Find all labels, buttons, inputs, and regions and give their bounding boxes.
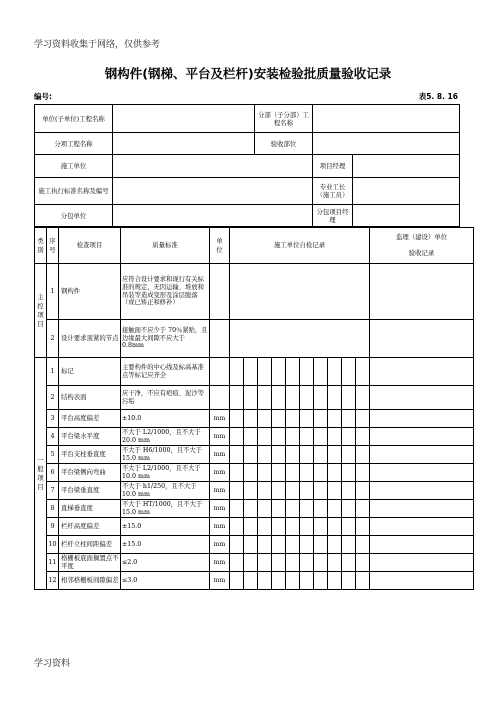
self-check-cell[interactable] [258, 410, 272, 428]
self-check-cell[interactable] [314, 572, 328, 590]
supervisor-record-cell[interactable] [370, 554, 474, 572]
row-quality-standard: 不大于 L2/1000，且不大于 10.0 mm [121, 464, 210, 482]
self-check-cell[interactable] [244, 386, 258, 410]
supervisor-record-cell[interactable] [370, 428, 474, 446]
header-note: 学习资料收集于网络，仅供参考 [34, 40, 161, 50]
self-check-cell[interactable] [244, 572, 258, 590]
value-sub-project[interactable] [313, 105, 460, 133]
self-check-cell[interactable] [342, 358, 356, 386]
main-row [35, 264, 474, 320]
self-check-cell[interactable] [272, 386, 286, 410]
row-seq: 2 [47, 386, 59, 410]
col-self-check: 施工单位自检记录 [230, 228, 370, 264]
row-seq: 3 [47, 410, 59, 428]
inspection-table [34, 227, 474, 590]
label-sub-item-project: 分项工程名称 [35, 133, 113, 155]
self-check-cell[interactable] [258, 500, 272, 518]
row-check-item: 钢构件 [59, 264, 121, 320]
self-check-cell[interactable] [286, 428, 300, 446]
self-check-cell[interactable] [272, 518, 286, 536]
self-check-cell[interactable] [342, 500, 356, 518]
row-check-item: 结构表面 [59, 386, 121, 410]
self-check-cell[interactable] [286, 554, 300, 572]
self-check-cell[interactable] [314, 536, 328, 554]
col-quality-standard: 质量标准 [121, 228, 210, 264]
self-check-cell[interactable] [356, 518, 370, 536]
value-standard[interactable] [113, 178, 313, 205]
main-row [35, 320, 474, 358]
self-check-cell[interactable] [300, 482, 314, 500]
supervisor-record-cell[interactable] [370, 464, 474, 482]
self-check-cell[interactable] [272, 358, 286, 386]
row-quality-standard: ±15.0 [121, 536, 210, 554]
footer-note: 学习资料 [34, 659, 71, 669]
self-check-cell[interactable] [328, 554, 342, 572]
self-check-cell[interactable] [258, 572, 272, 590]
self-check-cell[interactable] [356, 386, 370, 410]
self-check-cell[interactable] [328, 572, 342, 590]
row-unit: mm [210, 410, 230, 428]
row-check-item: 标记 [59, 358, 121, 386]
label-standard: 施工执行标准名称及编号 [35, 178, 113, 205]
row-quality-standard: 不大于 L2/1000，且不大于 20.0 mm [121, 428, 210, 446]
document-title: 钢构件(钢梯、平台及栏杆)安装检验批质量验收记录 [104, 66, 392, 81]
row-check-item: 直梯垂直度 [59, 500, 121, 518]
row-check-item: 相邻格栅板间隙偏差 [59, 572, 121, 590]
row-seq: 8 [47, 500, 59, 518]
row-check-item: 平台高度偏差 [59, 410, 121, 428]
row-quality-standard: 不大于 HT/1000，且不大于 15.0 mm [121, 500, 210, 518]
self-check-cell[interactable] [258, 358, 272, 386]
row-unit [210, 320, 230, 358]
main-control-group-label: 主控项目 [35, 264, 47, 358]
self-check-cell[interactable] [286, 536, 300, 554]
supervisor-record-cell[interactable] [370, 410, 474, 428]
row-check-item: 栏杆立柱间距偏差 [59, 536, 121, 554]
self-check-cell[interactable] [314, 500, 328, 518]
self-check-cell[interactable] [314, 428, 328, 446]
self-check-cell[interactable] [230, 536, 244, 554]
row-quality-standard: 主要构件的中心线及标高基准点等标记应齐全 [121, 358, 210, 386]
col-seq: 序号 [47, 228, 59, 264]
row-seq: 7 [47, 482, 59, 500]
self-check-cell[interactable] [328, 428, 342, 446]
supervisor-record-cell[interactable] [370, 572, 474, 590]
label-sub-project-manager: 分包项目经理 [313, 205, 353, 227]
value-construction-unit[interactable] [113, 155, 313, 178]
general-row [35, 572, 474, 590]
table-number: 表5. 8. 16 [418, 92, 458, 101]
self-check-cell[interactable] [272, 464, 286, 482]
label-construction-unit: 施工单位 [35, 155, 113, 178]
self-check-cell[interactable] [342, 536, 356, 554]
row-seq: 1 [47, 264, 59, 320]
row-unit [210, 386, 230, 410]
self-check-cell[interactable] [272, 554, 286, 572]
self-check-cell[interactable] [258, 428, 272, 446]
self-check-cell[interactable] [356, 554, 370, 572]
value-acceptance-part[interactable] [313, 133, 460, 155]
value-sub-item-project[interactable] [113, 133, 255, 155]
self-check-cell[interactable] [244, 358, 258, 386]
self-check-cell[interactable] [258, 518, 272, 536]
self-check-cell[interactable] [230, 264, 370, 320]
label-project-manager: 项目经理 [313, 155, 353, 178]
self-check-cell[interactable] [342, 428, 356, 446]
self-check-cell[interactable] [244, 446, 258, 464]
self-check-cell[interactable] [356, 482, 370, 500]
row-seq: 10 [47, 536, 59, 554]
self-check-cell[interactable] [230, 446, 244, 464]
self-check-cell[interactable] [328, 518, 342, 536]
self-check-cell[interactable] [286, 386, 300, 410]
general-row [35, 428, 474, 446]
label-acceptance-part: 验收部位 [255, 133, 313, 155]
self-check-cell[interactable] [356, 536, 370, 554]
self-check-cell[interactable] [356, 446, 370, 464]
self-check-cell[interactable] [328, 410, 342, 428]
self-check-cell[interactable] [272, 536, 286, 554]
general-row [35, 358, 474, 386]
row-seq: 5 [47, 446, 59, 464]
row-check-item: 格栅板底面搁置点不平度 [59, 554, 121, 572]
self-check-cell[interactable] [342, 446, 356, 464]
supervisor-record-cell[interactable] [370, 386, 474, 410]
value-unit-project[interactable] [113, 105, 255, 133]
supervisor-record-cell[interactable] [370, 482, 474, 500]
self-check-cell[interactable] [342, 410, 356, 428]
self-check-cell[interactable] [356, 410, 370, 428]
self-check-cell[interactable] [314, 446, 328, 464]
row-seq: 2 [47, 320, 59, 358]
self-check-cell[interactable] [244, 428, 258, 446]
self-check-cell[interactable] [286, 464, 300, 482]
label-sub-project: 分部（子分部）工程名称 [255, 105, 313, 133]
label-foreman: 专业工长（施工员） [313, 178, 353, 205]
self-check-cell[interactable] [342, 518, 356, 536]
row-unit: mm [210, 482, 230, 500]
supervisor-record-cell[interactable] [370, 264, 474, 320]
self-check-cell[interactable] [342, 482, 356, 500]
self-check-cell[interactable] [286, 446, 300, 464]
label-unit-project: 单位(子单位)工程名称 [35, 105, 113, 133]
self-check-cell[interactable] [286, 358, 300, 386]
self-check-cell[interactable] [300, 464, 314, 482]
self-check-cell[interactable] [300, 554, 314, 572]
row-unit [210, 264, 230, 320]
self-check-cell[interactable] [272, 572, 286, 590]
value-foreman[interactable] [353, 178, 460, 205]
self-check-cell[interactable] [342, 554, 356, 572]
row-unit: mm [210, 464, 230, 482]
self-check-cell[interactable] [314, 386, 328, 410]
self-check-cell[interactable] [258, 482, 272, 500]
self-check-cell[interactable] [314, 554, 328, 572]
supervisor-record-cell[interactable] [370, 358, 474, 386]
self-check-cell[interactable] [356, 428, 370, 446]
self-check-cell[interactable] [300, 410, 314, 428]
self-check-cell[interactable] [272, 428, 286, 446]
self-check-cell[interactable] [286, 518, 300, 536]
row-unit: mm [210, 500, 230, 518]
self-check-cell[interactable] [230, 572, 244, 590]
self-check-cell[interactable] [230, 554, 244, 572]
label-subcontractor: 分包单位 [35, 205, 113, 227]
value-project-manager[interactable] [353, 155, 460, 178]
self-check-cell[interactable] [244, 536, 258, 554]
row-check-item: 设计要求顶紧的节点 [59, 320, 121, 358]
self-check-cell[interactable] [230, 518, 244, 536]
self-check-cell[interactable] [230, 320, 370, 358]
value-sub-project-manager[interactable] [353, 205, 460, 227]
self-check-cell[interactable] [258, 386, 272, 410]
self-check-cell[interactable] [342, 572, 356, 590]
row-check-item: 平台梁垂直度 [59, 482, 121, 500]
self-check-cell[interactable] [300, 428, 314, 446]
self-check-cell[interactable] [356, 500, 370, 518]
self-check-cell[interactable] [300, 536, 314, 554]
self-check-cell[interactable] [314, 482, 328, 500]
self-check-cell[interactable] [258, 554, 272, 572]
self-check-cell[interactable] [314, 358, 328, 386]
self-check-cell[interactable] [272, 410, 286, 428]
row-seq: 1 [47, 358, 59, 386]
self-check-cell[interactable] [328, 464, 342, 482]
header-info-table [34, 104, 460, 227]
self-check-cell[interactable] [230, 428, 244, 446]
col-supervisor [370, 228, 474, 264]
self-check-cell[interactable] [230, 358, 244, 386]
row-check-item: 栏杆高度偏差 [59, 518, 121, 536]
self-check-cell[interactable] [356, 358, 370, 386]
self-check-cell[interactable] [300, 500, 314, 518]
row-unit: mm [210, 572, 230, 590]
row-unit [210, 358, 230, 386]
general-row [35, 482, 474, 500]
row-quality-standard: 应符合设计要求和现行有关标准的规定，无因运输、堆放和吊装等造成变形及涂层脱落（或已矫正和修补） [121, 264, 210, 320]
supervisor-record-cell[interactable] [370, 518, 474, 536]
self-check-cell[interactable] [328, 358, 342, 386]
row-unit: mm [210, 518, 230, 536]
general-row [35, 386, 474, 410]
general-group-label: 一般项目 [35, 358, 47, 590]
supervisor-record-cell[interactable] [370, 536, 474, 554]
row-quality-standard: 不大于 H6/1000，且不大于 15.0 mm [121, 446, 210, 464]
self-check-cell[interactable] [286, 500, 300, 518]
self-check-cell[interactable] [314, 464, 328, 482]
self-check-cell[interactable] [230, 482, 244, 500]
supervisor-record-cell[interactable] [370, 446, 474, 464]
row-quality-standard: 接触面不应少于 70％紧贴，且边缘最大间隙不应大于 0.8mm [121, 320, 210, 358]
general-row [35, 500, 474, 518]
row-check-item: 平台支柱垂直度 [59, 446, 121, 464]
row-unit: mm [210, 536, 230, 554]
self-check-cell[interactable] [230, 386, 244, 410]
self-check-cell[interactable] [286, 410, 300, 428]
self-check-cell[interactable] [328, 446, 342, 464]
supervisor-record-cell[interactable] [370, 320, 474, 358]
row-quality-standard: ≤3.0 [121, 572, 210, 590]
row-seq: 4 [47, 428, 59, 446]
col-category: 类别 [35, 228, 47, 264]
column-header-row [35, 228, 474, 264]
row-unit: mm [210, 428, 230, 446]
self-check-cell[interactable] [244, 554, 258, 572]
code-label: 编号: [34, 92, 52, 101]
row-check-item: 平台梁侧向弯曲 [59, 464, 121, 482]
row-quality-standard: 应干净，不应有疤痕、泥沙等污垢 [121, 386, 210, 410]
row-quality-standard: ≤2.0 [121, 554, 210, 572]
general-row [35, 446, 474, 464]
col-unit: 单位 [210, 228, 230, 264]
self-check-cell[interactable] [356, 572, 370, 590]
self-check-cell[interactable] [342, 464, 356, 482]
self-check-cell[interactable] [272, 446, 286, 464]
self-check-cell[interactable] [328, 386, 342, 410]
self-check-cell[interactable] [314, 518, 328, 536]
self-check-cell[interactable] [272, 482, 286, 500]
self-check-cell[interactable] [300, 386, 314, 410]
self-check-cell[interactable] [230, 500, 244, 518]
supervisor-record-cell[interactable] [370, 500, 474, 518]
row-quality-standard: ±10.0 [121, 410, 210, 428]
self-check-cell[interactable] [300, 446, 314, 464]
self-check-cell[interactable] [356, 464, 370, 482]
self-check-cell[interactable] [244, 518, 258, 536]
col-supervisor-l1: 监理（建设）单位 [396, 232, 448, 241]
row-quality-standard: ±15.0 [121, 518, 210, 536]
row-quality-standard: 不大于 h1/250，且不大于 10.0 mm [121, 482, 210, 500]
self-check-cell[interactable] [300, 518, 314, 536]
general-row [35, 554, 474, 572]
value-subcontractor[interactable] [113, 205, 313, 227]
self-check-cell[interactable] [286, 482, 300, 500]
self-check-cell[interactable] [328, 536, 342, 554]
general-row [35, 518, 474, 536]
self-check-cell[interactable] [244, 410, 258, 428]
self-check-cell[interactable] [230, 464, 244, 482]
self-check-cell[interactable] [314, 410, 328, 428]
col-supervisor-l2: 验收记录 [408, 248, 435, 257]
code-row [34, 91, 458, 103]
self-check-cell[interactable] [328, 482, 342, 500]
self-check-cell[interactable] [244, 464, 258, 482]
self-check-cell[interactable] [258, 446, 272, 464]
self-check-cell[interactable] [286, 572, 300, 590]
self-check-cell[interactable] [230, 410, 244, 428]
self-check-cell[interactable] [258, 536, 272, 554]
row-seq: 9 [47, 518, 59, 536]
self-check-cell[interactable] [342, 386, 356, 410]
self-check-cell[interactable] [244, 482, 258, 500]
row-unit: mm [210, 446, 230, 464]
self-check-cell[interactable] [244, 500, 258, 518]
row-check-item: 平台梁水平度 [59, 428, 121, 446]
self-check-cell[interactable] [272, 500, 286, 518]
self-check-cell[interactable] [328, 500, 342, 518]
col-check-item: 检查项目 [59, 228, 121, 264]
row-seq: 12 [47, 572, 59, 590]
row-unit: mm [210, 554, 230, 572]
general-row [35, 410, 474, 428]
self-check-cell[interactable] [258, 464, 272, 482]
general-row [35, 464, 474, 482]
general-row [35, 536, 474, 554]
row-seq: 6 [47, 464, 59, 482]
self-check-cell[interactable] [300, 572, 314, 590]
row-seq: 11 [47, 554, 59, 572]
self-check-cell[interactable] [300, 358, 314, 386]
